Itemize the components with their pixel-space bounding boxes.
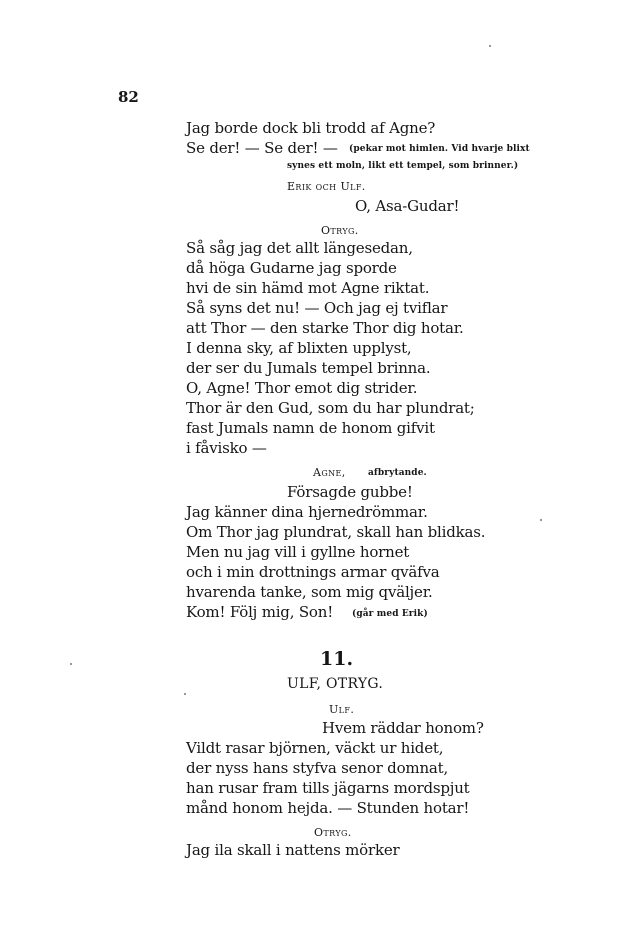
verse-line: månd honom hejda. — Stunden hotar! [186, 799, 470, 817]
verse-line: Jag borde dock bli trodd af Agne? [186, 119, 436, 137]
verse-line: Kom! Följ mig, Son! [186, 603, 334, 621]
verse-line: Vildt rasar björnen, väckt ur hidet, [186, 739, 444, 757]
verse-line: hvarenda tanke, som mig qväljer. [186, 583, 433, 601]
verse-line: i fåvisko — [186, 439, 267, 457]
verse-line: Så syns det nu! — Och jag ej tviflar [186, 299, 448, 317]
scene-number: 11. [320, 648, 354, 670]
stage-direction: (pekar mot himlen. Vid hvarje blixt [349, 144, 530, 154]
verse-line: Men nu jag vill i gyllne hornet [186, 543, 410, 561]
verse-line: hvi de sin hämd mot Agne riktat. [186, 279, 430, 297]
verse-line: der ser du Jumals tempel brinna. [186, 359, 431, 377]
scan-speck [540, 519, 542, 521]
stage-direction: (går med Erik) [352, 609, 428, 619]
verse-line: han rusar fram tills jägarns mordspjut [186, 779, 470, 797]
verse-line: Jag känner dina hjernedrömmar. [186, 503, 428, 521]
verse-line: Hvem räddar honom? [322, 719, 484, 737]
scan-speck [184, 693, 186, 695]
stage-direction: synes ett moln, likt ett tempel, som brinner.) [287, 161, 519, 171]
verse-line: och i min drottnings armar qväfva [186, 563, 440, 581]
verse-line: Försagde gubbe! [287, 483, 413, 501]
verse-line: Jag ila skall i nattens mörker [186, 841, 400, 859]
scene-cast: ULF, OTRYG. [287, 676, 384, 692]
verse-line: Thor är den Gud, som du har plundrat; [186, 399, 475, 417]
verse-line: Om Thor jag plundrat, skall han blidkas. [186, 523, 486, 541]
speaker-name: Erik och Ulf. [287, 180, 366, 193]
speaker-name: Agne, [313, 466, 346, 479]
speaker-name: Otryg. [314, 826, 352, 839]
verse-line: I denna sky, af blixten upplyst, [186, 339, 412, 357]
stage-direction: afbrytande. [368, 468, 427, 478]
verse-line: O, Agne! Thor emot dig strider. [186, 379, 418, 397]
speaker-name: Otryg. [321, 224, 359, 237]
verse-line: då höga Gudarne jag sporde [186, 259, 397, 277]
page-number: 82 [118, 88, 139, 106]
verse-line: att Thor — den starke Thor dig hotar. [186, 319, 464, 337]
verse-line: Så såg jag det allt längesedan, [186, 239, 413, 257]
scan-speck [70, 663, 72, 665]
scan-speck [489, 45, 491, 47]
verse-line: O, Asa-Gudar! [355, 197, 460, 215]
verse-line: fast Jumals namn de honom gifvit [186, 419, 435, 437]
verse-line: der nyss hans styfva senor domnat, [186, 759, 449, 777]
verse-line: Se der! — Se der! — [186, 139, 338, 157]
speaker-name: Ulf. [329, 703, 355, 716]
